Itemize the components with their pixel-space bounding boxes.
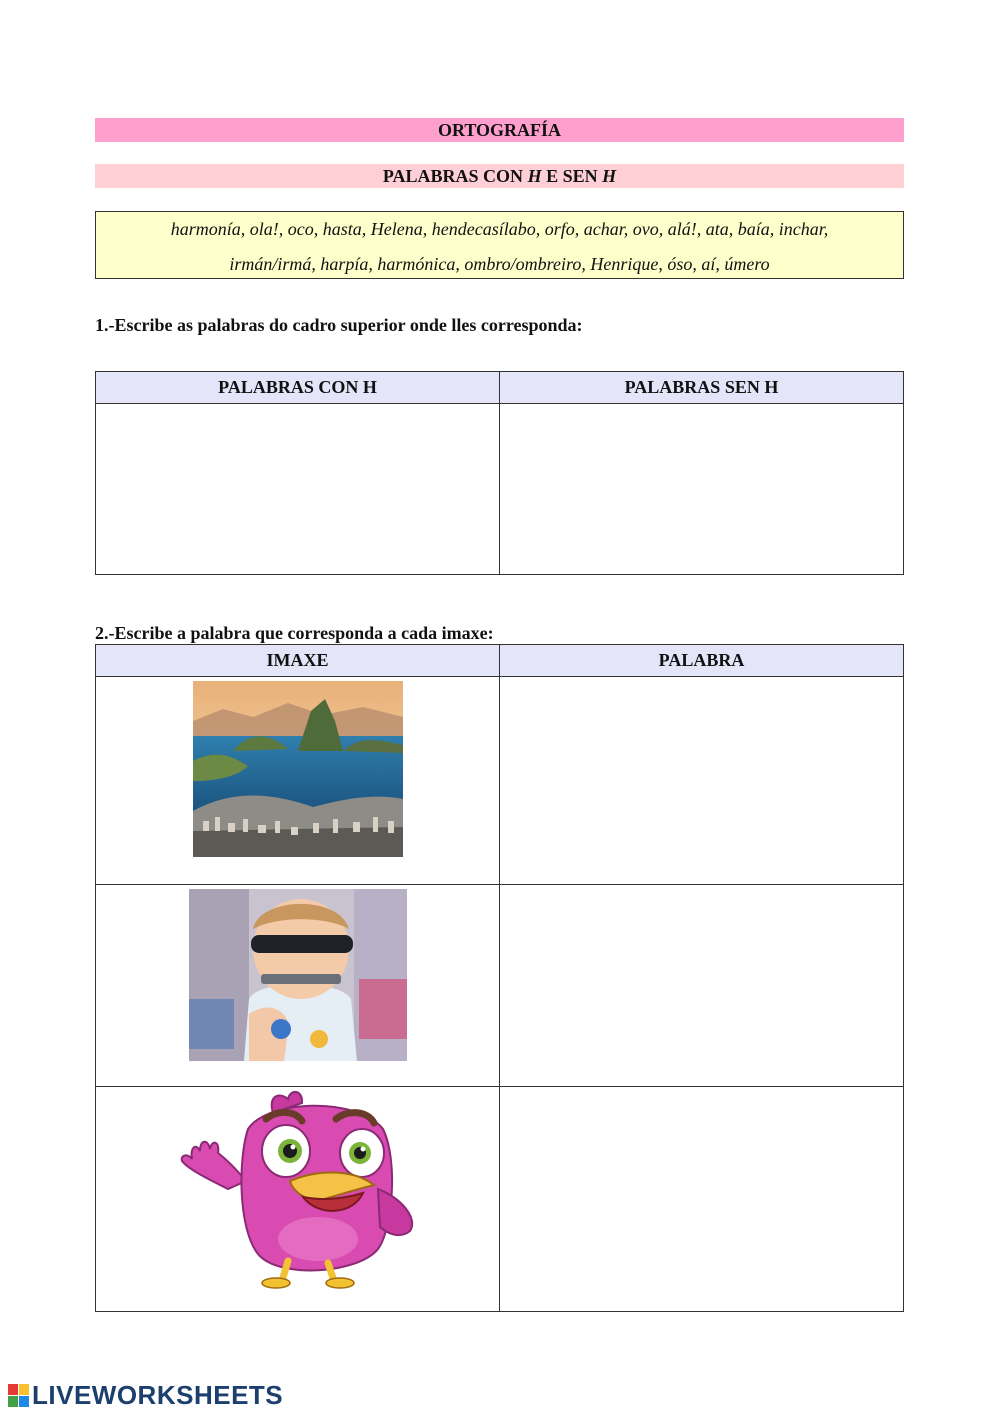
column-header-without-h: PALABRAS SEN H [500,372,904,404]
exercise-1-table [95,371,904,575]
logo-blocks-icon [8,1384,29,1407]
word-bank [95,211,904,279]
answer-cell-word-1[interactable] [500,677,904,885]
image-cell [96,885,500,1087]
exercise-2-table [95,644,904,1312]
page-title: ORTOGRAFÍA [95,118,904,142]
liveworksheets-logo [8,1381,283,1409]
subtitle-letter-h-2: H [602,166,617,186]
subtitle-prefix: PALABRAS CON [382,166,528,186]
column-header-word: PALABRA [500,645,904,677]
subtitle-middle: E SEN [541,166,603,186]
bay-landscape-photo [193,681,403,857]
answer-cell-without-h[interactable] [500,404,904,575]
word-bank-line: irmán/irmá, harpía, harmónica, ombro/ombreiro, Henrique, óso, aí, úmero [229,254,770,274]
column-header-with-h: PALABRAS CON H [96,372,500,404]
logo-text: LIVEWORKSHEETS [32,1379,284,1410]
subtitle-letter-h: H [527,166,542,186]
answer-cell-with-h[interactable] [96,404,500,575]
answer-cell-word-3[interactable] [500,1087,904,1312]
word-bank-line: harmonía, ola!, oco, hasta, Helena, hendecasílabo, orfo, achar, ovo, alá!, ata, baía, inchar, [170,219,829,239]
column-header-image: IMAXE [96,645,500,677]
answer-cell-word-2[interactable] [500,885,904,1087]
page-subtitle [95,164,904,188]
exercise-2-instruction: 2.-Escribe a palabra que corresponda a cada imaxe: [95,623,494,643]
image-cell [96,677,500,885]
pink-cartoon-bird [178,1089,418,1289]
child-playing-harmonica-photo [189,889,407,1061]
image-cell [96,1087,500,1312]
exercise-1-instruction: 1.-Escribe as palabras do cadro superior onde lles corresponda: [95,315,583,335]
